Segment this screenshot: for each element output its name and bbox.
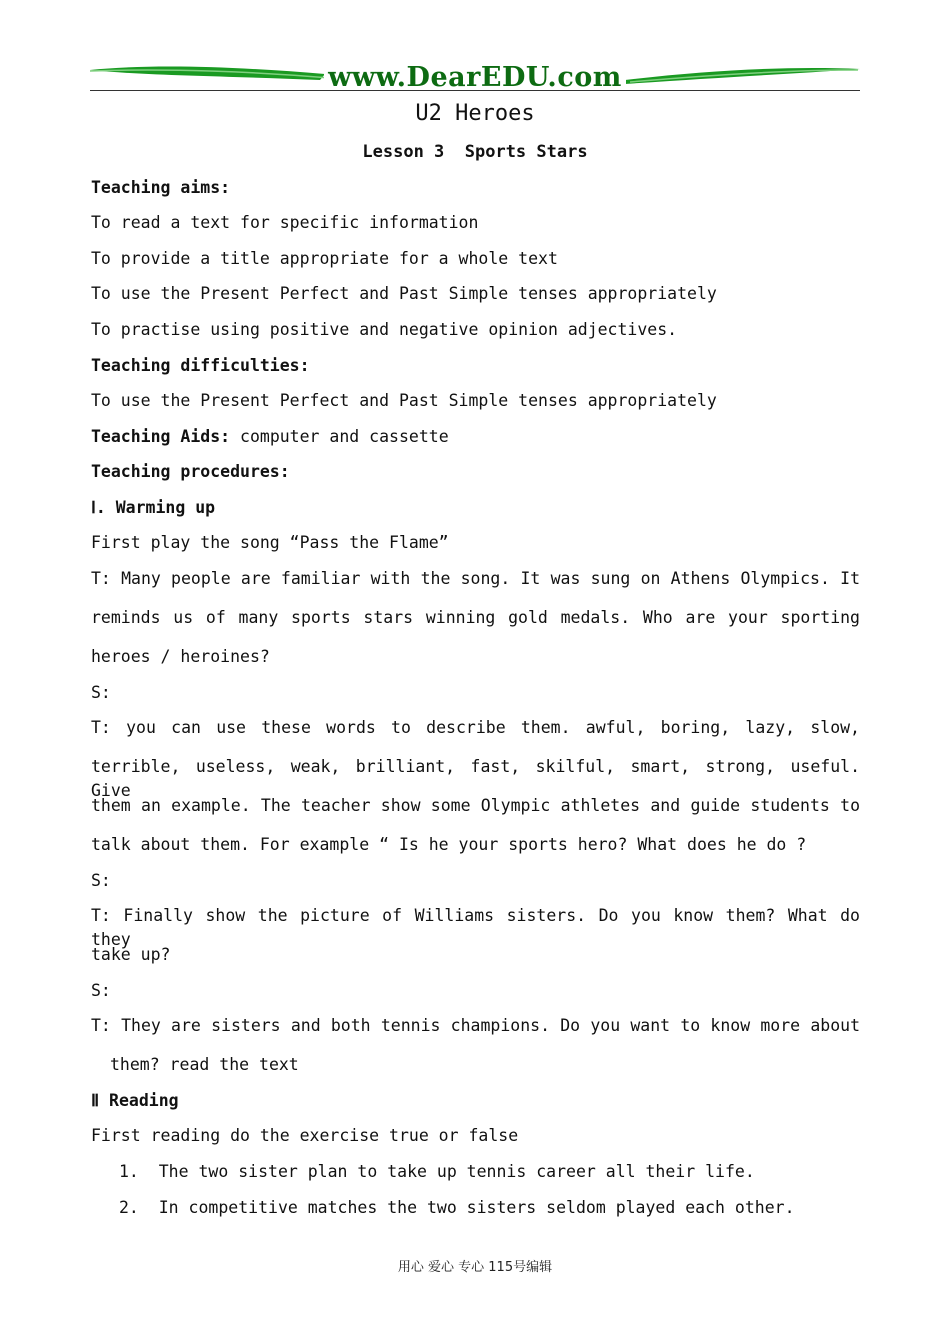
teacher-line: take up? [91, 945, 171, 964]
difficulties-heading: Teaching difficulties: [91, 356, 310, 375]
student-line: S: [91, 981, 111, 1000]
teacher-line: heroes / heroines? [91, 647, 270, 666]
aim-item: To use the Present Perfect and Past Simple tenses appropriately [91, 284, 717, 303]
aim-item: To practise using positive and negative opinion adjectives. [91, 320, 678, 339]
difficulties-text: To use the Present Perfect and Past Simple tenses appropriately [91, 391, 717, 410]
teacher-line: them an example. The teacher show some Olympic athletes and guide students to [91, 796, 860, 815]
teacher-line: talk about them. For example “ Is he your sports hero? What does he do ? [91, 835, 807, 854]
teacher-line: them? read the text [110, 1055, 299, 1074]
teacher-line: T: They are sisters and both tennis champions. Do you want to know more about [91, 1016, 860, 1035]
teacher-line: T: Many people are familiar with the song. It was sung on Athens Olympics. It [91, 569, 860, 588]
teacher-line: terrible, useless, weak, brilliant, fast, skilful, smart, strong, useful. Give [91, 757, 860, 800]
lesson-title: Lesson 3 Sports Stars [362, 142, 588, 162]
exercise-item: 1. The two sister plan to take up tennis career all their life. [119, 1162, 755, 1181]
student-line: S: [91, 871, 111, 890]
exercise-item: 2. In competitive matches the two sisters seldom played each other. [119, 1198, 795, 1217]
aids-text: computer and cassette [230, 427, 449, 446]
page-footer: 用心 爱心 专心 115号编辑 [397, 1260, 553, 1275]
aim-item: To read a text for specific information [91, 213, 479, 232]
reading-heading: Ⅱ Reading [91, 1091, 179, 1110]
document-title: U2 Heroes [415, 101, 535, 126]
teacher-line: T: you can use these words to describe them. awful, boring, lazy, slow, [91, 718, 860, 737]
aim-item: To provide a title appropriate for a whole text [91, 249, 558, 268]
aids-line [91, 425, 860, 449]
teacher-line: T: Finally show the picture of Williams sisters. Do you know them? What do they [91, 906, 860, 949]
teacher-line: reminds us of many sports stars winning gold medals. Who are your sporting [91, 608, 860, 627]
aims-heading: Teaching aims: [91, 178, 231, 197]
header-divider [90, 90, 860, 91]
site-logo: www.DearEDU.com [90, 62, 860, 94]
student-line: S: [91, 683, 111, 702]
procedures-heading: Teaching procedures: [91, 462, 290, 481]
aids-label: Teaching Aids: [91, 427, 231, 446]
reading-intro: First reading do the exercise true or false [91, 1126, 519, 1145]
warming-intro: First play the song “Pass the Flame” [91, 533, 449, 552]
warming-heading: Ⅰ. Warming up [91, 498, 216, 517]
